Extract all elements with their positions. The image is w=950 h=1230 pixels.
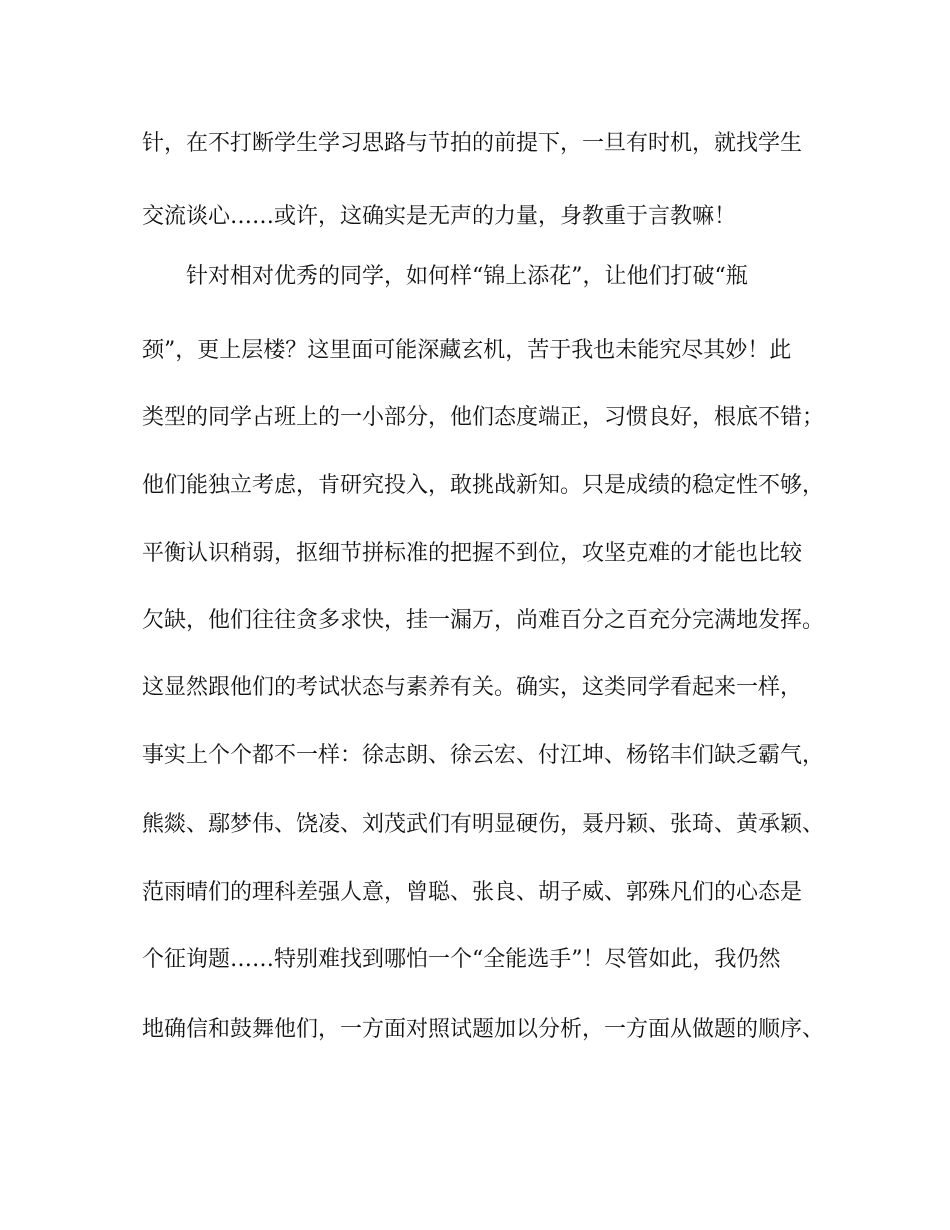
text-line: 类型的同学占班上的一小部分，他们态度端正，习惯良好，根底不错；	[142, 405, 825, 430]
text-line: 欠缺，他们往往贪多求快，挂一漏万，尚难百分之百充分完满地发挥。	[142, 608, 825, 633]
text-line: 颈”，更上层楼？这里面可能深藏玄机，苦于我也未能究尽其妙！此	[142, 338, 792, 363]
text-line: 这显然跟他们的考试状态与素养有关。确实，这类同学看起来一样，	[142, 675, 803, 700]
text-line: 范雨晴们的理科差强人意，曾聪、张良、胡子威、郭殊凡们的心态是	[142, 880, 803, 905]
text-line: 地确信和鼓舞他们，一方面对照试题加以分析，一方面从做题的顺序、	[142, 1017, 825, 1042]
text-line: 事实上个个都不一样：徐志朗、徐云宏、付江坤、杨铭丰们缺乏霸气，	[142, 743, 825, 768]
text-line: 针，在不打断学生学习思路与节拍的前提下，一旦有时机，就找学生	[142, 131, 803, 156]
text-line: 平衡认识稍弱，抠细节拼标准的把握不到位，攻坚克难的才能也比较	[142, 541, 803, 566]
paragraph-first-line: 针对相对优秀的同学，如何样“锦上添花”，让他们打破“瓶	[186, 264, 748, 289]
text-line: 他们能独立考虑，肯研究投入，敢挑战新知。只是成绩的稳定性不够，	[142, 473, 825, 498]
text-line: 熊燚、鄢梦伟、饶凌、刘茂武们有明显硬伤，聂丹颖、张琦、黄承颖、	[142, 812, 825, 837]
text-line: 个征询题……特别难找到哪怕一个“全能选手”！尽管如此，我仍然	[142, 947, 781, 972]
text-line: 交流谈心……或许，这确实是无声的力量，身教重于言教嘛！	[142, 204, 737, 229]
